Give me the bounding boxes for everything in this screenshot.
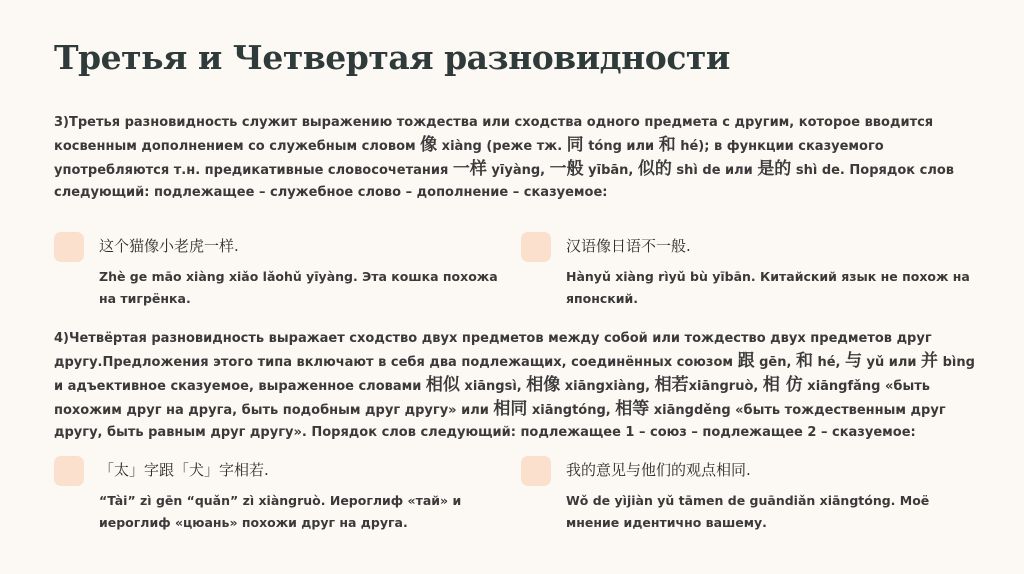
slide-title: Третья и Четвертая разновидности [54,38,730,77]
hanzi: 和 [658,135,676,155]
example-translation: “Tài” zì gēn “quǎn” zì xiàngruò. Иероглиф «тай» и иероглиф «цюань» похожи друг на друга. [99,493,462,530]
hanzi: 相像 [526,375,561,395]
hanzi: 一样 [452,159,487,179]
hanzi: 同 [566,135,584,155]
text: xiāngděng «быть тождественным друг другу, быть равным друг другу». Порядок слов следующий: подлежащее 1 – союз – подлежащее 2 – сказуемое: [54,403,946,440]
text: xiāngxiàng, [560,379,655,394]
text: tóng или [583,139,659,154]
text: yīyàng, [486,163,550,178]
text: 4)Четвёртая разновидность выражает сходство двух предметов между собой или тождество двух предметов друг другу.Предложения этого типа включают в себя два подлежащих, соединённых союзом [54,331,932,370]
hanzi: 一般 [549,159,584,179]
paragraph-fourth-type [54,328,984,444]
hanzi: 相若 [654,375,689,395]
example-translation: Hànyǔ xiàng rìyǔ bù yībān. Китайский язык не похож на японский. [566,269,970,306]
hanzi: 跟 [737,351,755,371]
hanzi: 相同 [493,399,528,419]
text: xiāngtóng, [527,403,616,418]
hanzi: 和 [795,351,813,371]
example-chinese: 这个猫像小老虎一样. [99,237,239,255]
text: hé, [812,355,845,370]
text: yǔ или [862,355,922,370]
hanzi: 是的 [757,159,792,179]
text: gēn, [754,355,796,370]
example-chinese: 我的意见与他们的观点相同. [566,461,751,479]
hanzi: 相等 [615,399,650,419]
hanzi: 与 [845,351,862,371]
hanzi: 相 仿 [762,375,803,395]
text: xiāngsì, [459,379,527,394]
text: xiāngfǎng «быть похожим друг на друга, быть подобным друг другу» или [54,379,930,418]
example-chinese: 汉语像日语不一般. [566,237,691,255]
text: bìng и адъективное сказуемое, выраженное словами [54,355,975,394]
bullet-box [54,456,84,486]
hanzi: 相似 [425,375,460,395]
example-translation: Wǒ de yìjiàn yǔ tāmen de guāndiǎn xiāngtóng. Моё мнение идентично вашему. [566,493,930,530]
bullet-box [521,232,551,262]
text: xiàng (реже тж. [437,139,567,154]
bullet-box [521,456,551,486]
text: shì de. Порядок слов следующий: подлежащее – служебное слово – дополнение – сказуемое: [54,163,955,200]
bullet-box [54,232,84,262]
paragraph-third-type [54,112,984,204]
hanzi: 似的 [637,159,672,179]
example-chinese: 「太」字跟「犬」字相若. [99,461,269,479]
example-translation: Zhè ge māo xiàng xiǎo lǎohǔ yīyàng. Эта кошка похожа на тигрёнка. [99,269,498,306]
text: hé); в функции сказуемого употребляются т.н. предикативные словосочетания [54,139,884,178]
text: xiāngruò, [688,379,763,394]
text: 3)Третья разновидность служит выражению тождества или сходства одного предмета с другим, которое вводится косвенным дополнением со служебным словом [54,115,934,154]
hanzi: 并 [921,351,939,371]
text: yībān, [583,163,638,178]
hanzi: 像 [420,135,438,155]
text: shì de или [671,163,758,178]
